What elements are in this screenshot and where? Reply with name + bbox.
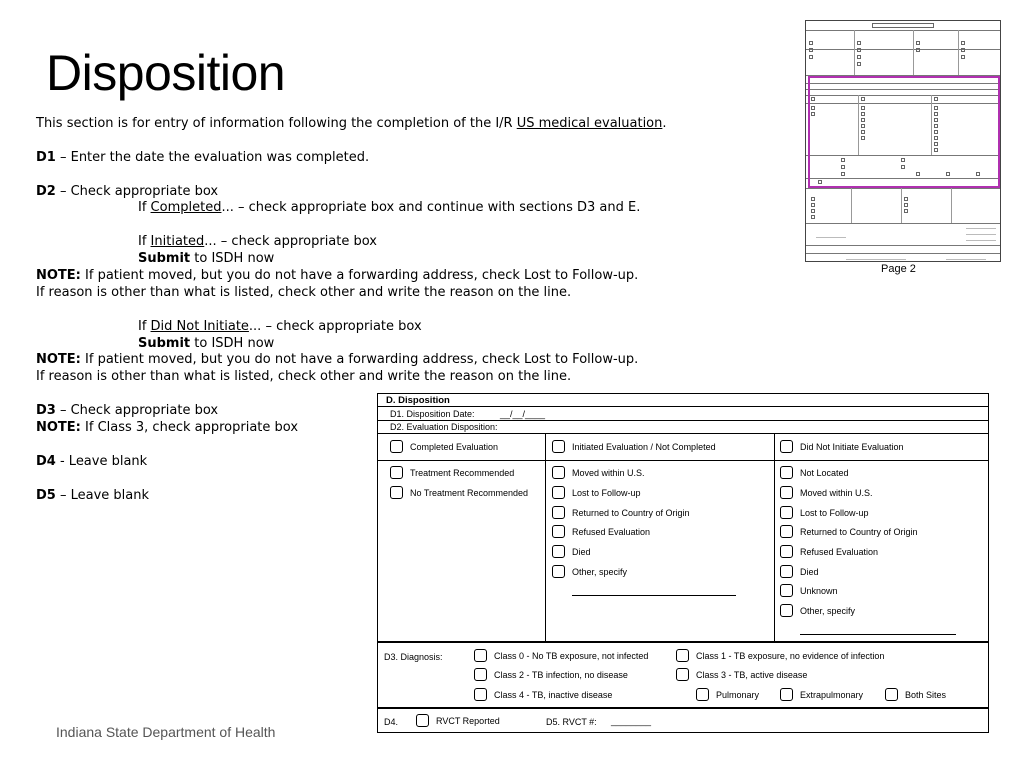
lost-to-follow-up-checkbox[interactable] (780, 506, 793, 519)
class-4-label: Class 4 - TB, inactive disease (494, 690, 613, 700)
note-text: If patient moved, but you do not have a forwarding address, check Lost to Follow-up. (80, 268, 639, 284)
moved-within-us-label: Moved within U.S. (572, 468, 645, 478)
note-line-1 (36, 268, 756, 285)
rvct-reported-label: RVCT Reported (436, 716, 500, 726)
note-label: NOTE: (36, 268, 81, 284)
other-specify-label: Other, specify (800, 606, 856, 616)
note-label: NOTE: (36, 420, 81, 436)
class-3-checkbox[interactable] (676, 668, 689, 681)
submit-text: to ISDH now (190, 335, 275, 351)
reason-line-2: If reason is other than what is listed, check other and write the reason on the line. (36, 369, 572, 385)
disposition-form (377, 393, 989, 733)
rvct-reported-checkbox[interactable] (416, 714, 429, 727)
class-0-label: Class 0 - No TB exposure, not infected (494, 651, 649, 661)
pulmonary-label: Pulmonary (716, 690, 760, 700)
if-text: If (138, 234, 151, 250)
did-not-initiate-label: Did Not Initiate Evaluation (800, 442, 904, 452)
d3-label: D3. Diagnosis: (384, 652, 443, 662)
not-located-label: Not Located (800, 468, 849, 478)
d2-line (36, 184, 756, 201)
moved-within-us-label: Moved within U.S. (800, 488, 873, 498)
d5-label: D5. RVCT #: (546, 717, 597, 727)
page-label: Page 2 (881, 263, 916, 275)
initiated-text: Initiated (150, 234, 205, 250)
submit-label: Submit (138, 335, 191, 351)
completed-evaluation-checkbox[interactable] (390, 440, 403, 453)
returned-to-country-checkbox[interactable] (552, 506, 565, 519)
refused-evaluation-label: Refused Evaluation (572, 527, 651, 537)
d1-date-field[interactable]: __/__/____ (500, 409, 546, 419)
returned-to-country-checkbox[interactable] (780, 525, 793, 538)
other-specify-line[interactable] (572, 595, 736, 596)
unknown-checkbox[interactable] (780, 584, 793, 597)
d5-label: D5 (36, 487, 56, 503)
class-1-checkbox[interactable] (676, 649, 689, 662)
moved-within-us-checkbox[interactable] (552, 466, 565, 479)
d3-label: D3 (36, 403, 56, 419)
class-2-checkbox[interactable] (474, 668, 487, 681)
treatment-recommended-checkbox[interactable] (390, 466, 403, 479)
refused-evaluation-label: Refused Evaluation (800, 547, 879, 557)
submit-label: Submit (138, 251, 191, 267)
class-2-label: Class 2 - TB infection, no disease (494, 670, 628, 680)
completed-line (36, 200, 756, 217)
extrapulmonary-checkbox[interactable] (780, 688, 793, 701)
d5-text: – Leave blank (55, 487, 150, 503)
lost-to-follow-up-checkbox[interactable] (552, 486, 565, 499)
form-header: D. Disposition (386, 395, 450, 406)
note-text: If patient moved, but you do not have a forwarding address, check Lost to Follow-up. (80, 352, 639, 368)
column-divider-1 (545, 434, 546, 641)
d1-line (36, 150, 756, 167)
reason-line-1: If reason is other than what is listed, check other and write the reason on the line. (36, 284, 572, 300)
died-checkbox[interactable] (552, 545, 565, 558)
class-1-label: Class 1 - TB exposure, no evidence of infection (696, 651, 885, 661)
form-header-row (378, 394, 988, 407)
note-line-2 (36, 352, 756, 369)
initiated-instruction: ... – check appropriate box (204, 234, 378, 250)
class-0-checkbox[interactable] (474, 649, 487, 662)
d4-top-border (378, 707, 988, 709)
d2-label: D2 (36, 183, 56, 199)
thumbnail-header-box (872, 23, 934, 28)
initiated-line (36, 234, 756, 251)
other-specify-checkbox[interactable] (552, 565, 565, 578)
unknown-label: Unknown (800, 586, 838, 596)
d4-text: - Leave blank (55, 453, 148, 469)
submit-line-2 (36, 336, 756, 353)
both-sites-checkbox[interactable] (885, 688, 898, 701)
not-located-checkbox[interactable] (780, 466, 793, 479)
returned-to-country-label: Returned to Country of Origin (572, 508, 690, 518)
d3-top-border (378, 641, 988, 643)
did-not-initiate-line (36, 319, 756, 336)
died-label: Died (800, 567, 819, 577)
d1-label: D1. Disposition Date: (390, 409, 475, 419)
page-thumbnail (805, 20, 1001, 262)
completed-evaluation-label: Completed Evaluation (410, 442, 499, 452)
if-text: If (138, 200, 151, 216)
did-not-initiate-checkbox[interactable] (780, 440, 793, 453)
refused-evaluation-checkbox[interactable] (552, 525, 565, 538)
submit-line-1 (36, 251, 756, 268)
no-treatment-recommended-checkbox[interactable] (390, 486, 403, 499)
completed-instruction: ... – check appropriate box and continue with sections D3 and E. (221, 200, 641, 216)
thumbnail-highlight (808, 76, 1000, 188)
d1-label: D1 (36, 149, 56, 165)
class-3-label: Class 3 - TB, active disease (696, 670, 808, 680)
completed-text: Completed (150, 200, 222, 216)
died-label: Died (572, 547, 591, 557)
did-not-initiate-text: Did Not Initiate (150, 318, 249, 334)
submit-text: to ISDH now (190, 251, 275, 267)
lost-to-follow-up-label: Lost to Follow-up (800, 508, 869, 518)
d2-row (378, 421, 988, 434)
initiated-evaluation-label: Initiated Evaluation / Not Completed (572, 442, 716, 452)
note-text: If Class 3, check appropriate box (80, 420, 299, 436)
died-checkbox[interactable] (780, 565, 793, 578)
column-header-divider (378, 460, 988, 461)
treatment-recommended-label: Treatment Recommended (410, 468, 515, 478)
if-text: If (138, 318, 151, 334)
d1-text: – Enter the date the evaluation was completed. (55, 149, 370, 165)
page-title: Disposition (46, 45, 286, 101)
class-4-checkbox[interactable] (474, 688, 487, 701)
other-specify-line[interactable] (800, 634, 956, 635)
did-not-instruction: ... – check appropriate box (248, 318, 422, 334)
no-treatment-recommended-label: No Treatment Recommended (410, 488, 529, 498)
extrapulmonary-label: Extrapulmonary (800, 690, 864, 700)
both-sites-label: Both Sites (905, 690, 947, 700)
returned-to-country-label: Returned to Country of Origin (800, 527, 918, 537)
footer-text: Indiana State Department of Health (56, 724, 276, 740)
initiated-evaluation-checkbox[interactable] (552, 440, 565, 453)
d4-label: D4. (384, 717, 399, 727)
intro-text: This section is for entry of information following the completion of the I/R (36, 116, 517, 131)
refused-evaluation-checkbox[interactable] (780, 545, 793, 558)
d1-row (378, 407, 988, 421)
pulmonary-checkbox[interactable] (696, 688, 709, 701)
column-divider-2 (774, 434, 775, 641)
intro-line (36, 116, 756, 133)
intro-period: . (662, 116, 667, 131)
rvct-number-field[interactable]: ________ (611, 716, 652, 726)
d2-text: – Check appropriate box (55, 183, 219, 199)
note-label: NOTE: (36, 352, 81, 368)
other-specify-checkbox[interactable] (780, 604, 793, 617)
other-specify-label: Other, specify (572, 567, 628, 577)
d3-text: – Check appropriate box (55, 403, 219, 419)
d4-label: D4 (36, 453, 56, 469)
moved-within-us-checkbox[interactable] (780, 486, 793, 499)
us-medical-evaluation-text: US medical evaluation (516, 116, 663, 131)
lost-to-follow-up-label: Lost to Follow-up (572, 488, 641, 498)
d2-label: D2. Evaluation Disposition: (390, 422, 498, 432)
